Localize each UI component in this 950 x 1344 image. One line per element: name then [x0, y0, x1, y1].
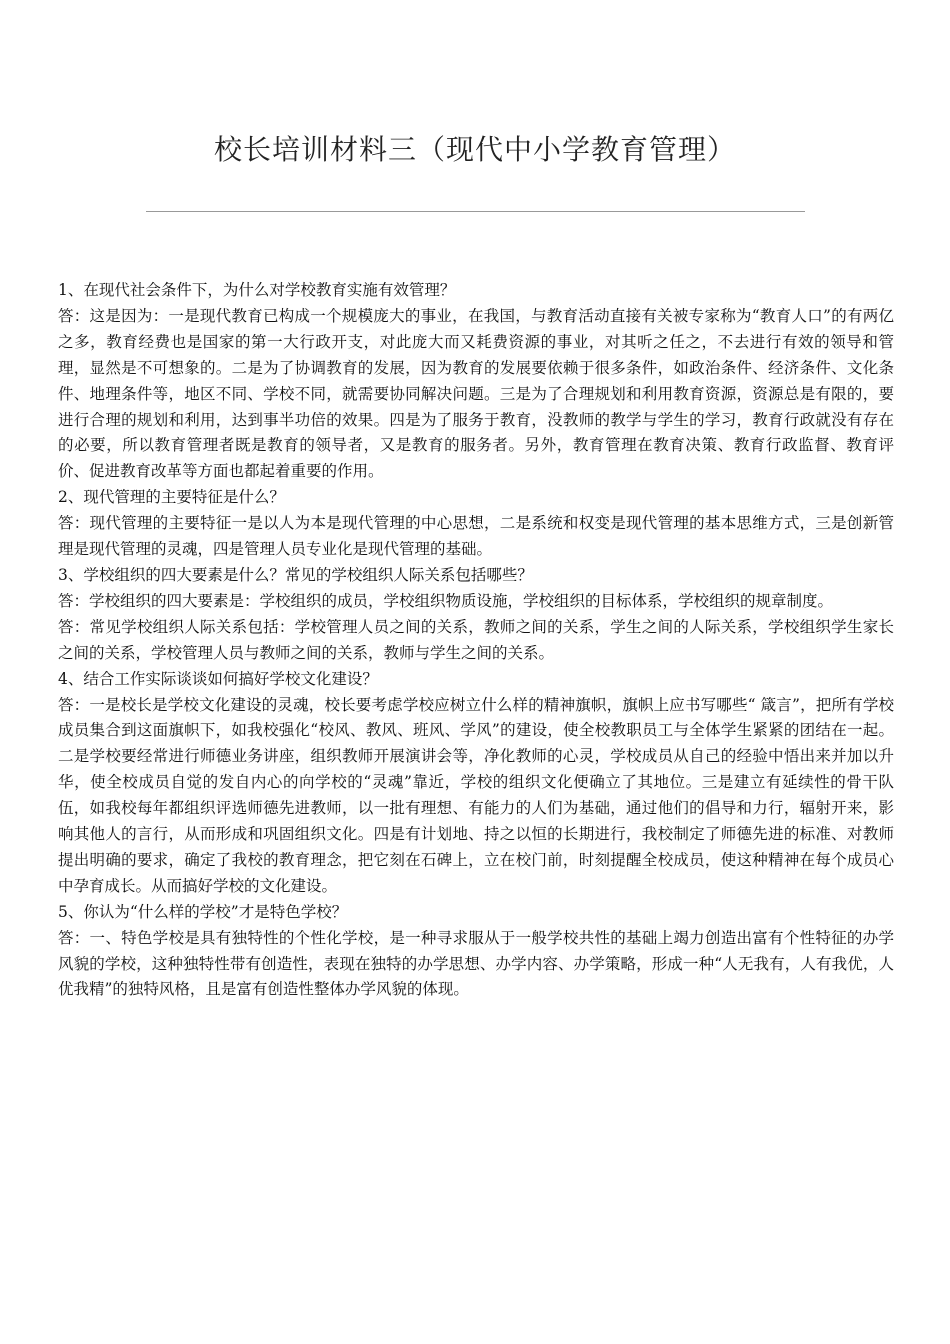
answer-3b: 答：常见学校组织人际关系包括：学校管理人员之间的关系，教师之间的关系，学生之间的人际关系，学校组织学生家长之间的关系，学校管理人员与教师之间的关系，教师与学生之间的关系。 — [58, 617, 894, 662]
title-divider — [146, 211, 805, 212]
answer-1: 答：这是因为：一是现代教育已构成一个规模庞大的事业，在我国，与教育活动直接有关被专家称为“教育人口”的有两亿之多，教育经费也是国家的第一大行政开支，对此庞大而又耗费资源的事业，对其听之任之，不去进行有效的领导和管理，显然是不可想象的。二是为了协调教育的发展，因为教育的发展要依赖于很多条件，如政治条件、经济条件、文化条件、地理条件等，地区不同、学校不同，就需要协同解决问题。三是为了合理规划和利用教育资源，资源总是有限的，要进行合理的规划和利用，达到事半功倍的效果。四是为了服务于教育，没教师的教学与学生的学习，教育行政就没有存在的必要，所以教育管理者既是教育的领导者，又是教育的服务者。另外，教育管理在教育决策、教育行政监督、教育评价、促进教育改革等方面也都起着重要的作用。 — [58, 306, 894, 481]
question-4: 4、结合工作实际谈谈如何搞好学校文化建设？ — [58, 669, 378, 688]
question-1: 1、在现代社会条件下，为什么对学校教育实施有效管理？ — [58, 281, 456, 299]
answer-5: 答：一、特色学校是具有独特性的个性化学校，是一种寻求服从于一般学校共性的基础上竭力创造出富有个性特征的办学风貌的学校，这种独特性带有创造性，表现在独特的办学思想、办学内容、办学策略，形成一种“人无我有，人有我优，人优我精”的独特风格，且是富有创造性整体办学风貌的体现。 — [58, 928, 894, 999]
answer-2: 答：现代管理的主要特征一是以人为本是现代管理的中心思想，二是系统和权变是现代管理的基本思维方式，三是创新管理是现代管理的灵魂，四是管理人员专业化是现代管理的基础。 — [58, 514, 894, 559]
answer-3a: 答：学校组织的四大要素是：学校组织的成员，学校组织物质设施，学校组织的目标体系，学校组织的规章制度。 — [58, 591, 834, 610]
question-2: 2、现代管理的主要特征是什么？ — [58, 488, 285, 507]
document-title: 校长培训材料三（现代中小学教育管理） — [213, 133, 736, 166]
answer-4: 答：一是校长是学校文化建设的灵魂，校长要考虑学校应树立什么样的精神旗帜，旗帜上应书写哪些“ 箴言”，把所有学校成员集合到这面旗帜下，如我校强化“校风、教风、班风、学风”的建设，使全校教职员工与全体学生紧紧的团结在一起。二是学校要经常进行师德业务讲座，组织教师开展演讲会等，净化教师的心灵，学校成员从自己的经验中悟出来并加以升华，使全校成员自觉的发自内心的向学校的“灵魂”靠近，学校的组织文化便确立了其地位。三是建立有延续性的骨干队伍，如我校每年都组织评选师德先进教师，以一批有理想、有能力的人们为基础，通过他们的倡导和力行，辐射开来，影响其他人的言行，从而形成和巩固组织文化。四是有计划地、持之以恒的长期进行，我校制定了师德先进的标准、对教师提出明确的要求，确定了我校的教育理念，把它刻在石碑上，立在校门前，时刻提醒全校成员，使这种精神在每个成员心中孕育成长。从而搞好学校的文化建设。 — [58, 695, 894, 895]
question-3: 3、学校组织的四大要素是什么？常见的学校组织人际关系包括哪些？ — [58, 565, 533, 584]
document-body — [58, 278, 894, 1003]
question-5: 5、你认为“什么样的学校”才是特色学校？ — [58, 902, 348, 921]
